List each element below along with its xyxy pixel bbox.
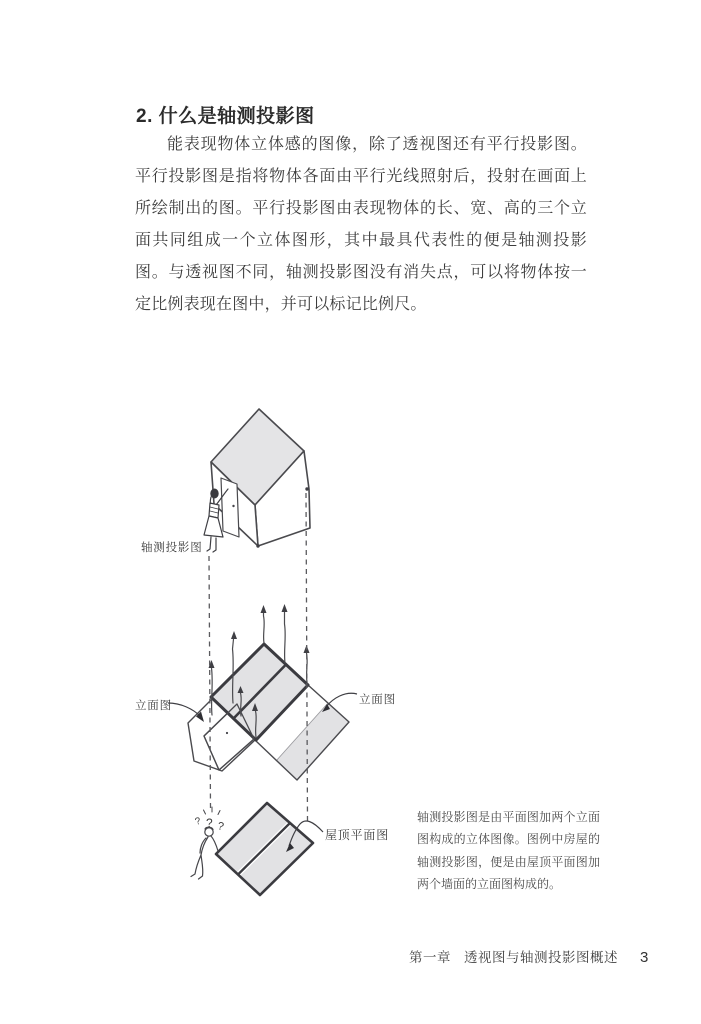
house-corner-dot bbox=[256, 544, 259, 547]
footer-chapter-title: 透视图与轴测投影图概述 bbox=[464, 950, 618, 965]
confused-person-legs bbox=[191, 855, 203, 879]
up-arrow-shaft bbox=[241, 693, 242, 716]
figure-caption: 轴测投影图是由平面图加两个立面图构成的立体图像。图例中房屋的轴测投影图，便是由屋顶平面图加两个墙面的立面图构成的。 bbox=[417, 810, 600, 891]
label-axonometric-view: 轴测投影图 bbox=[141, 542, 203, 554]
question-mark: ? bbox=[193, 815, 203, 828]
section-heading: 2. 什么是轴测投影图 bbox=[136, 106, 315, 127]
label-elevation-right: 立面图 bbox=[359, 694, 396, 706]
label-elevation-left: 立面图 bbox=[135, 700, 172, 712]
up-arrow-head bbox=[282, 604, 288, 612]
house-axonometric-drawing bbox=[211, 409, 310, 548]
footer-chapter: 第一章 bbox=[409, 950, 451, 965]
up-arrow-shaft bbox=[264, 613, 265, 643]
person-skirt bbox=[204, 516, 223, 537]
label-roof-plan: 屋顶平面图 bbox=[325, 828, 390, 842]
up-arrow-shaft bbox=[256, 711, 257, 737]
door-knob bbox=[232, 505, 234, 507]
up-arrow-head bbox=[261, 605, 267, 613]
dashed-projection-line-left bbox=[209, 556, 211, 808]
elevation-door-dot bbox=[226, 732, 228, 734]
up-arrow-head bbox=[231, 631, 237, 639]
up-arrow-shaft bbox=[212, 668, 213, 715]
person-legs bbox=[207, 537, 216, 552]
page-footer bbox=[409, 946, 649, 966]
footer-page-number: 3 bbox=[640, 949, 649, 966]
question-mark: ? bbox=[216, 820, 225, 834]
leader-curve-elevation-left bbox=[168, 703, 200, 716]
house-corner-dot bbox=[305, 487, 308, 490]
roof-plan-drawing bbox=[216, 803, 313, 895]
house-door bbox=[221, 478, 239, 537]
question-mark: ? bbox=[206, 816, 213, 830]
confused-person-arm-right bbox=[211, 836, 218, 851]
surprise-tick-marks bbox=[204, 807, 221, 815]
dashed-projection-line-right bbox=[306, 493, 308, 822]
up-arrow-shaft bbox=[285, 612, 286, 663]
body-paragraph: 能表现物体立体感的图像，除了透视图还有平行投影图。平行投影图是指将物体各面由平行光线照射后，投射在画面上所绘制出的图。平行投影图由表现物体的长、宽、高的三个立面共同组成一个立体图形，其中最具代表性的便是轴测投影图。与透视图不同，轴测投影图没有消失点，可以将物体按一定比例表现在图中，并可以标记比例尺。 bbox=[135, 136, 587, 313]
